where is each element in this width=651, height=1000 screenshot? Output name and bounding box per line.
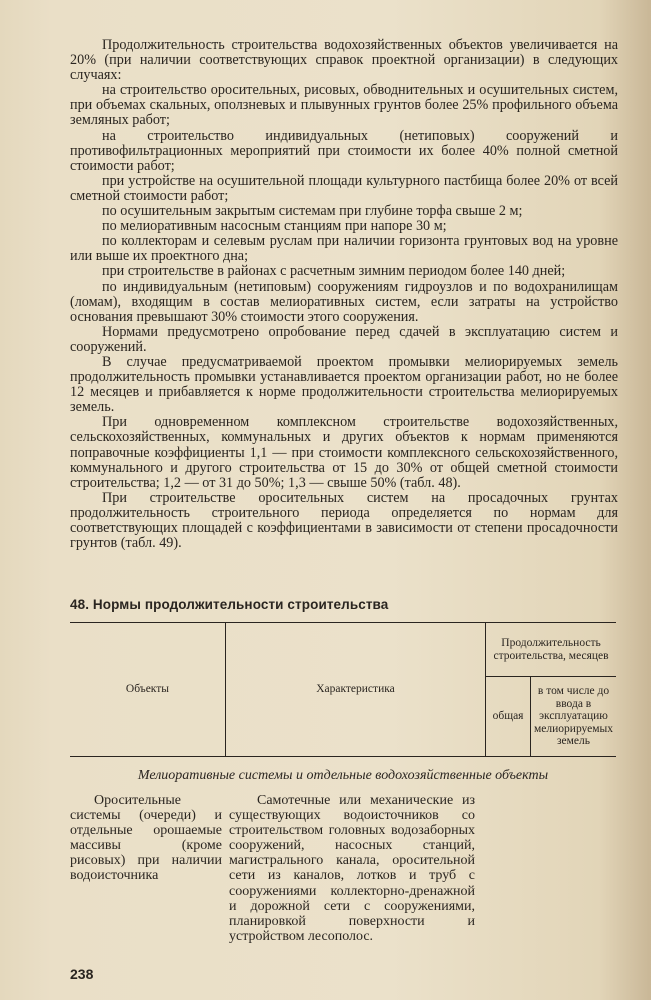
paragraph: Нормами предусмотрено опробование перед сдачей в эксплуатацию систем и сооружений. <box>70 323 618 355</box>
paragraph: В случае предусматриваемой проектом промывки мелиорируемых земель продолжительность промывки устанавливается проектом организации работ, но не более 12 месяцев и прибавляется к норме продолжительности строительства мелиорируемых земель. <box>70 353 618 416</box>
paragraph: на строительство оросительных, рисовых, обводнительных и осушительных систем, при объемах скальных, оползневых и плывунных грунтов более 25% профильного объема земляных работ; <box>70 82 618 129</box>
table-title: 48. Нормы продолжительности строительства <box>70 597 389 612</box>
header-characteristic: Характеристика <box>225 623 485 757</box>
paragraph: при устройстве на осушительной площади культурного пастбища более 20% от всей сметной стоимости работ; <box>70 172 618 204</box>
paragraph: При строительстве оросительных систем на просадочных грунтах продолжительность строительного периода определяется по нормам для соответствующих площадей с коэффициентами в зависимости от степени просадочности грунтов (табл. 49). <box>70 489 618 552</box>
paragraph: при строительстве в районах с расчетным зимним периодом более 140 дней; <box>102 263 566 280</box>
header-duration-group: Продолжительность строительства, месяцев <box>486 623 616 677</box>
header-total: общая <box>486 677 531 757</box>
table-row-characteristic: Самотечные или механические из существующих водоисточников со строительством головных водозаборных сооружений, насосных станций, магистрального канала, оросительной сети из каналов, лотков и труб с сооружениями коллекторно-дренажной и дорожной сети с сооружениями, планировкой поверхности и устройством лесополос. <box>229 793 475 944</box>
paragraph: по коллекторам и селевым руслам при наличии горизонта грунтовых вод на уровне или выше их проектного дна; <box>70 233 618 265</box>
paragraph: по мелиоративным насосным станциям при напоре 30 м; <box>102 218 447 235</box>
header-incl-commissioning: в том числе до ввода в эксплуатацию мелиорируемых земель <box>531 677 616 757</box>
body-text <box>70 38 618 551</box>
page-number: 238 <box>70 966 94 982</box>
norms-table <box>70 622 616 757</box>
table-row-object: Оросительные системы (очереди) и отдельные орошаемые массивы (кроме рисовых) при наличии водоисточника <box>70 793 222 884</box>
paragraph: по осушительным закрытым системам при глубине торфа свыше 2 м; <box>102 203 523 220</box>
header-objects: Объекты <box>125 683 169 696</box>
paragraph: Продолжительность строительства водохозяйственных объектов увеличивается на 20% (при наличии соответствующих справок проектной организации) в следующих случаях: <box>70 37 618 84</box>
paragraph: на строительство индивидуальных (нетиповых) сооружений и противофильтрационных мероприятий при стоимости их более 40% полной сметной стоимости работ; <box>70 127 618 174</box>
paragraph: по индивидуальным (нетиповым) сооружениям гидроузлов и по водохранилищам (ломам), входящим в состав мелиоративных систем, если затраты на устройство основания превышают 30% стоимости этого сооружения. <box>70 278 618 325</box>
paragraph: При одновременном комплексном строительстве водохозяйственных, сельскохозяйственных, коммунальных и других объектов к нормам применяются поправочные коэффициенты 1,1 — при стоимости комплексного сельскохозяйственного, коммунального и другого строительства от 15 до 30% от общей сметной стоимости строительства; 1,2 — от 31 до 50%; 1,3 — свыше 50% (табл. 48). <box>70 414 618 491</box>
table-section-heading: Мелиоративные системы и отдельные водохозяйственные объекты <box>137 768 549 783</box>
